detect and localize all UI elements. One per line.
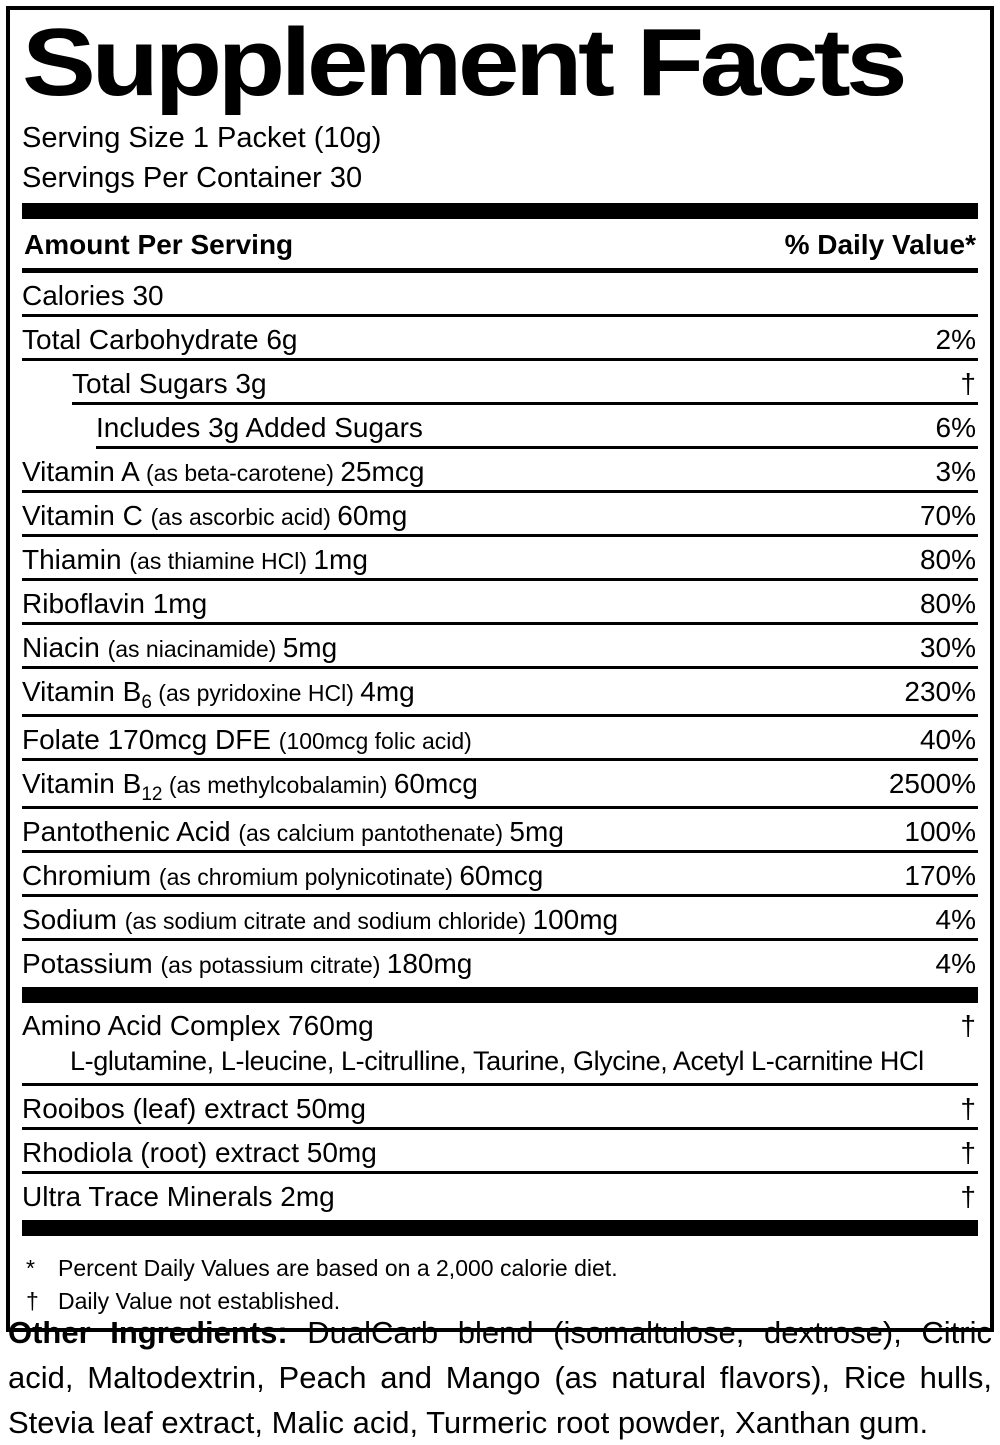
nutrient-name: [22, 280, 164, 312]
nutrient-name-segment: Riboflavin 1mg: [22, 587, 208, 619]
footnotes: [22, 1252, 978, 1318]
nutrient-row: [22, 1086, 978, 1130]
nutrient-name-segment: 5mg: [509, 815, 564, 847]
nutrient-name: [96, 412, 423, 444]
footnote-daily-values: [22, 1252, 978, 1285]
nutrient-row: [22, 1174, 978, 1215]
serving-size: Serving Size 1 Packet (10g): [22, 121, 382, 154]
nutrient-name: [22, 1093, 366, 1125]
nutrient-name-segment: Total Carbohydrate 6g: [22, 323, 298, 355]
daily-value: 4%: [935, 947, 976, 979]
daily-value: †: [960, 1009, 976, 1041]
nutrient-row: [22, 761, 978, 809]
nutrient-name-segment: Folate 170mcg DFE: [22, 723, 279, 755]
nutrient-name-segment: 6: [141, 691, 152, 713]
nutrient-row: [22, 809, 978, 853]
nutrient-name-segment: Vitamin B: [22, 767, 142, 799]
nutrient-row: [22, 897, 978, 941]
nutrient-row: [22, 581, 978, 625]
daily-value: 4%: [935, 903, 976, 935]
nutrient-name-segment: Calories 30: [22, 279, 164, 311]
nutrient-name: [22, 724, 472, 756]
nutrient-name-segment: 60mg: [337, 499, 408, 531]
daily-value-label: % Daily Value*: [784, 228, 976, 260]
supplement-facts-panel: [6, 6, 994, 1332]
nutrient-name-segment: Includes 3g Added Sugars: [96, 411, 423, 443]
nutrient-name: [22, 1181, 335, 1213]
nutrient-name-segment: Rooibos (leaf) extract 50mg: [22, 1092, 366, 1124]
table-header: [22, 219, 978, 268]
nutrient-name-segment: (as methylcobalamin): [162, 771, 394, 798]
other-ingredients-label: Other Ingredients:: [8, 1315, 288, 1350]
nutrient-name-segment: 100mg: [532, 903, 619, 935]
nutrient-name-segment: Vitamin B: [22, 675, 142, 707]
nutrient-name-segment: Amino Acid Complex 760mg: [22, 1009, 374, 1041]
nutrient-name-segment: Sodium: [22, 903, 125, 935]
asterisk-symbol: *: [26, 1254, 35, 1281]
ingredient-sublist: L-glutamine, L-leucine, L-citrulline, Taurine, Glycine, Acetyl L-carnitine HCl: [70, 1045, 924, 1076]
daily-value: 80%: [919, 543, 976, 575]
nutrient-name: [22, 500, 407, 532]
daily-value: 40%: [919, 723, 976, 755]
nutrient-row: [22, 273, 978, 317]
section-divider-bar: [22, 1220, 978, 1236]
section-divider-bar: [22, 987, 978, 1003]
nutrient-name-segment: (as niacinamide): [107, 635, 283, 662]
panel-title: Supplement Facts: [22, 9, 904, 116]
nutrient-name-segment: (as sodium citrate and sodium chloride): [124, 907, 533, 934]
daily-value: †: [960, 1180, 976, 1212]
nutrient-row: [22, 537, 978, 581]
nutrient-name: [22, 816, 564, 848]
nutrient-name-segment: (as potassium citrate): [160, 951, 387, 978]
nutrient-name-segment: 60mcg: [459, 859, 544, 891]
nutrient-name: [22, 588, 207, 620]
nutrient-row: [22, 669, 978, 717]
daily-value: 3%: [935, 455, 976, 487]
daily-value: †: [960, 1136, 976, 1168]
nutrient-name-segment: Ultra Trace Minerals 2mg: [22, 1180, 335, 1212]
nutrient-name-segment: (as thiamine HCl): [129, 547, 314, 574]
nutrient-name-segment: 5mg: [282, 631, 338, 663]
other-ingredients-text: DualCarb blend (isomaltulose, dextrose), Citric acid, Maltodextrin, Peach and Mango (as natural flavors), Rice hulls, Stevia leaf extract, Malic acid, Turmeric root powder, Xanthan gum.: [8, 1315, 992, 1440]
nutrient-name: [22, 324, 298, 356]
nutrient-name-segment: 180mg: [386, 947, 473, 979]
daily-value: 70%: [919, 499, 976, 531]
nutrient-name-segment: (as calcium pantothenate): [238, 819, 510, 846]
nutrient-row: [22, 625, 978, 669]
amount-per-serving-label: Amount Per Serving: [24, 228, 294, 260]
nutrient-row: [22, 493, 978, 537]
nutrient-name: [22, 544, 368, 576]
daily-value: 80%: [919, 587, 976, 619]
section-divider-bar: [22, 203, 978, 219]
dagger-symbol: †: [26, 1287, 39, 1314]
nutrient-row: [22, 853, 978, 897]
nutrient-row: [22, 405, 978, 449]
nutrient-name-segment: Total Sugars 3g: [72, 367, 267, 399]
daily-value: †: [960, 367, 976, 399]
other-ingredients: [8, 1310, 992, 1445]
nutrient-name-segment: Vitamin C: [22, 499, 151, 531]
nutrient-name: [22, 676, 415, 714]
servings-per-container: Servings Per Container 30: [22, 161, 363, 194]
nutrient-row: [22, 361, 978, 405]
daily-value: †: [960, 1092, 976, 1124]
nutrient-name-segment: Niacin: [22, 631, 108, 663]
nutrient-name: [22, 948, 472, 980]
nutrient-name-segment: 25mcg: [340, 455, 425, 487]
nutrient-name-segment: Pantothenic Acid: [22, 815, 239, 847]
daily-value: 100%: [904, 815, 976, 847]
nutrient-name-segment: Potassium: [22, 947, 161, 979]
nutrient-name: [22, 632, 337, 664]
nutrient-row: [22, 1130, 978, 1174]
nutrient-name: [22, 860, 543, 892]
rows-container: [22, 273, 978, 1236]
nutrient-name-segment: (as pyridoxine HCl): [151, 679, 361, 706]
nutrient-name-segment: Rhodiola (root) extract 50mg: [22, 1136, 377, 1168]
nutrient-name-segment: (as ascorbic acid): [150, 503, 338, 530]
daily-value: 230%: [904, 675, 976, 707]
daily-value: 170%: [904, 859, 976, 891]
nutrient-name-segment: (as beta-carotene): [146, 459, 341, 486]
nutrient-name-segment: 4mg: [360, 675, 415, 707]
nutrient-name: [22, 1137, 377, 1169]
footnote-text: Percent Daily Values are based on a 2,000 calorie diet.: [58, 1254, 618, 1281]
daily-value: 30%: [919, 631, 976, 663]
nutrient-name-segment: 1mg: [313, 543, 368, 575]
nutrient-name-segment: Chromium: [22, 859, 159, 891]
nutrient-name: [22, 904, 618, 936]
nutrient-name-segment: 60mcg: [393, 767, 478, 799]
nutrient-name-segment: Thiamin: [22, 543, 130, 575]
daily-value: 2500%: [888, 767, 976, 799]
daily-value: 6%: [935, 411, 976, 443]
nutrient-row: [22, 717, 978, 761]
nutrient-name: [22, 768, 478, 806]
nutrient-row: [22, 1003, 978, 1086]
nutrient-name-segment: 12: [141, 783, 163, 805]
nutrient-row: [22, 317, 978, 361]
daily-value: 2%: [935, 323, 976, 355]
nutrient-name: [72, 368, 267, 400]
nutrient-name: [22, 1010, 374, 1042]
nutrient-name-segment: Vitamin A: [22, 455, 147, 487]
nutrient-row: [22, 449, 978, 493]
nutrient-name-segment: (100mcg folic acid): [278, 727, 472, 754]
nutrient-name-segment: (as chromium polynicotinate): [158, 863, 460, 890]
nutrient-name: [22, 456, 424, 488]
nutrient-row: [22, 941, 978, 982]
footnote-text: Daily Value not established.: [58, 1287, 341, 1314]
